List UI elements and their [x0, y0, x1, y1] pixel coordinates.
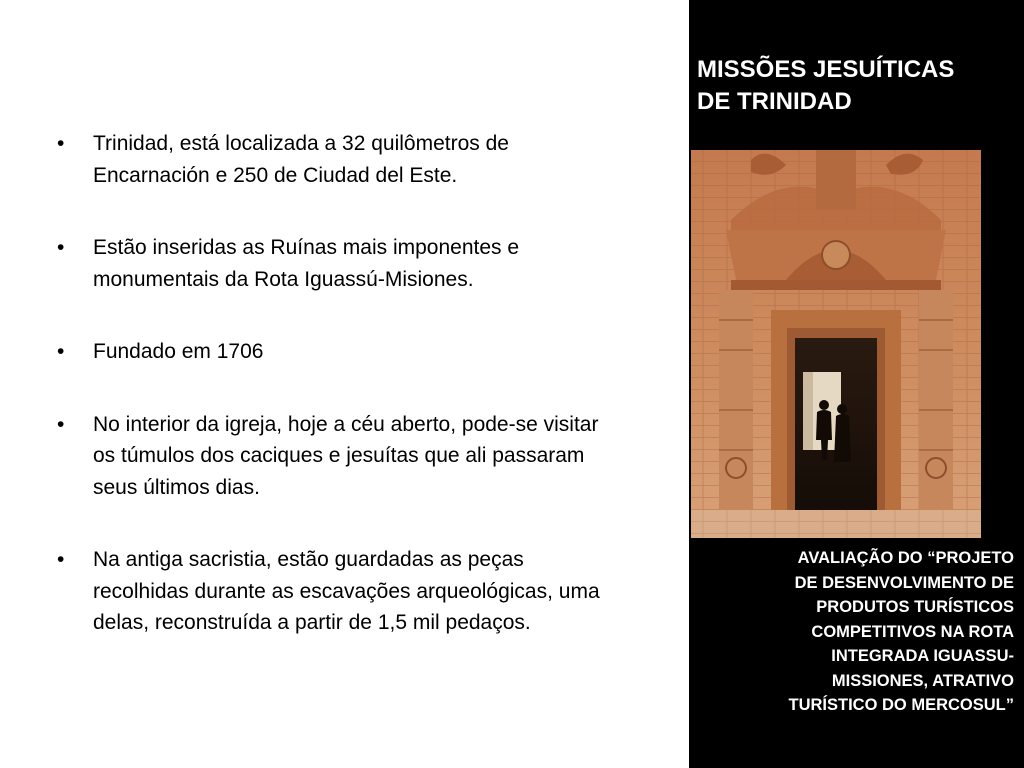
- bullet-marker: •: [57, 548, 65, 571]
- bullet-text: No interior da igreja, hoje a céu aberto, pode-se visitar os túmulos dos caciques e jesuítas que ali passaram seus últimos dias.: [93, 412, 599, 499]
- bullet-marker: •: [57, 132, 65, 155]
- caption-line: DE DESENVOLVIMENTO DE: [794, 573, 1014, 592]
- caption-line: TURÍSTICO DO MERCOSUL”: [788, 696, 1014, 714]
- sidebar-panel: [689, 0, 1024, 768]
- caption-line: COMPETITIVOS NA ROTA: [811, 622, 1014, 641]
- bullet-marker: •: [57, 236, 65, 259]
- bullet-marker: •: [57, 340, 65, 363]
- slide-title: [697, 54, 1017, 118]
- main-content: [55, 128, 615, 680]
- bullet-marker: •: [57, 412, 65, 436]
- bullet-item: [55, 232, 615, 295]
- bullet-item: [55, 128, 615, 191]
- bullet-text: Fundado em 1706: [93, 340, 264, 363]
- bullet-list: [55, 128, 615, 639]
- ruins-doorway-photo: [691, 150, 981, 538]
- caption-line: MISSIONES, ATRATIVO: [831, 671, 1014, 690]
- caption-line: PRODUTOS TURÍSTICOS: [816, 598, 1014, 616]
- bullet-text: Trinidad, está localizada a 32 quilômetros de Encarnación e 250 de Ciudad del Este.: [93, 132, 509, 187]
- bullet-item: [55, 544, 615, 639]
- project-caption: [694, 546, 1014, 718]
- title-line: DE TRINIDAD: [697, 88, 852, 115]
- bullet-text: Estão inseridas as Ruínas mais imponentes e monumentais da Rota Iguassú-Misiones.: [93, 236, 520, 291]
- bullet-item: [55, 409, 615, 504]
- caption-line: AVALIAÇÃO DO “PROJETO: [797, 549, 1014, 567]
- doorway-illustration: [691, 150, 981, 538]
- title-line: MISSÕES JESUÍTICAS: [697, 56, 955, 83]
- bullet-text: Na antiga sacristia, estão guardadas as peças recolhidas durante as escavações arqueológicas, uma delas, reconstruída a partir de 1,5 mil pedaços.: [93, 548, 600, 634]
- bullet-item: [55, 336, 615, 368]
- caption-line: INTEGRADA IGUASSU-: [831, 647, 1014, 665]
